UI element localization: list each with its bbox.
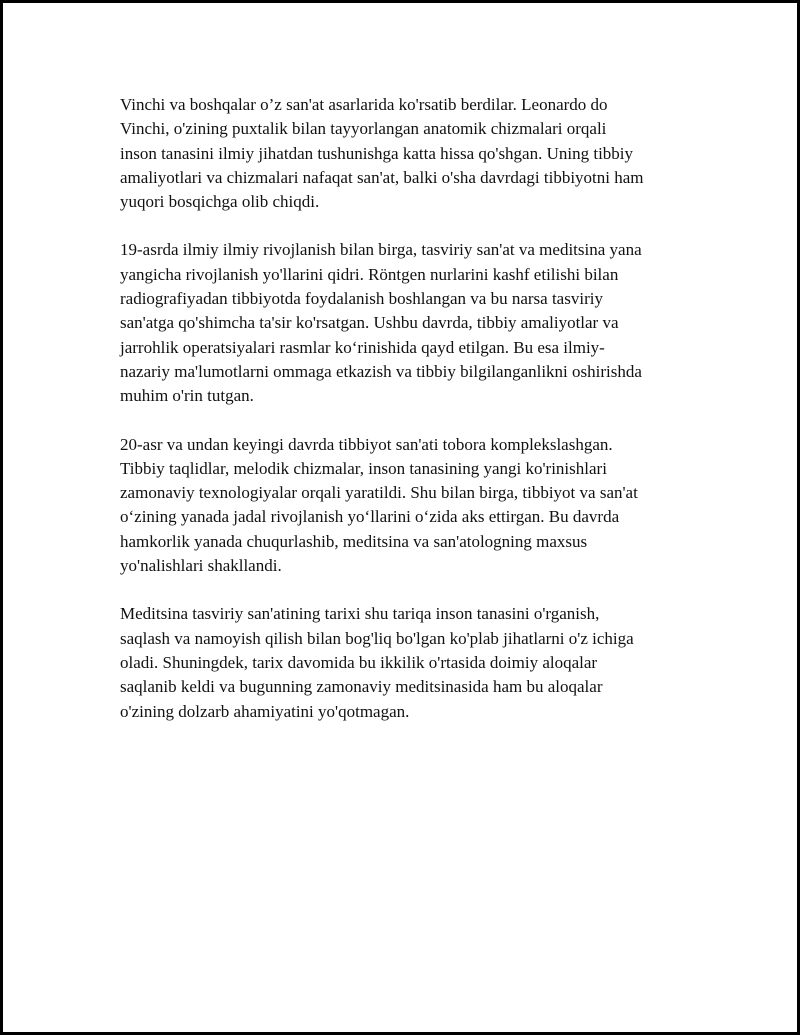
text-line: hamkorlik yanada chuqurlashib, meditsina va san'atologning maxsus [120, 531, 588, 551]
text-line: muhim o'rin tutgan. [120, 386, 254, 406]
text-line: zamonaviy texnologiyalar orqali yaratildi. Shu bilan birga, tibbiyot va san'at [120, 483, 638, 503]
text-line: inson tanasini ilmiy jihatdan tushunishga katta hissa qo'shgan. Uning tibbiy [120, 143, 634, 163]
text-line: oladi. Shuningdek, tarix davomida bu ikkilik o'rtasida doimiy aloqalar [120, 652, 598, 672]
text-line: saqlanib keldi va bugunning zamonaviy meditsinasida ham bu aloqalar [120, 677, 603, 697]
text-line: yuqori bosqichga olib chiqdi. [120, 192, 320, 212]
text-line: Tibbiy taqlidlar, melodik chizmalar, inson tanasining yangi ko'rinishlari [120, 458, 607, 478]
text-line: jarrohlik operatsiyalari rasmlar ko‘rinishida qayd etilgan. Bu esa ilmiy- [120, 337, 605, 357]
text-line: radiografiyadan tibbiyotda foydalanish boshlangan va bu narsa tasviriy [120, 289, 603, 309]
text-line: nazariy ma'lumotlarni ommaga etkazish va tibbiy bilgilanganlikni oshirishda [120, 361, 642, 381]
paragraph [120, 93, 700, 214]
paragraph [120, 602, 700, 723]
text-line: san'atga qo'shimcha ta'sir ko'rsatgan. Ushbu davrda, tibbiy amaliyotlar va [120, 313, 619, 333]
text-line: 19-asrda ilmiy ilmiy rivojlanish bilan birga, tasviriy san'at va meditsina yana [120, 240, 642, 260]
text-line: yo'nalishlari shakllandi. [120, 556, 282, 576]
text-line: Vinchi, o'zining puxtalik bilan tayyorlangan anatomik chizmalari orqali [120, 119, 607, 139]
text-line: Vinchi va boshqalar o’z san'at asarlarida ko'rsatib berdilar. Leonardo do [120, 95, 608, 114]
text-line: o‘zining yanada jadal rivojlanish yo‘llarini o‘zida aks ettirgan. Bu davrda [120, 507, 620, 527]
text-line: o'zining dolzarb ahamiyatini yo'qotmagan. [120, 701, 410, 721]
document-body [120, 93, 700, 748]
text-line: saqlash va namoyish qilish bilan bog'liq bo'lgan ko'plab jihatlarni o'z ichiga [120, 628, 634, 648]
text-line: Meditsina tasviriy san'atining tarixi shu tariqa inson tanasini o'rganish, [120, 604, 600, 624]
paragraph [120, 238, 700, 408]
text-line: 20-asr va undan keyingi davrda tibbiyot san'ati tobora komplekslashgan. [120, 434, 613, 454]
text-line: amaliyotlari va chizmalari nafaqat san'at, balki o'sha davrdagi tibbiyotni ham [120, 167, 644, 187]
text-line: yangicha rivojlanish yo'llarini qidri. Röntgen nurlarini kashf etilishi bilan [120, 264, 619, 284]
paragraph [120, 433, 700, 579]
